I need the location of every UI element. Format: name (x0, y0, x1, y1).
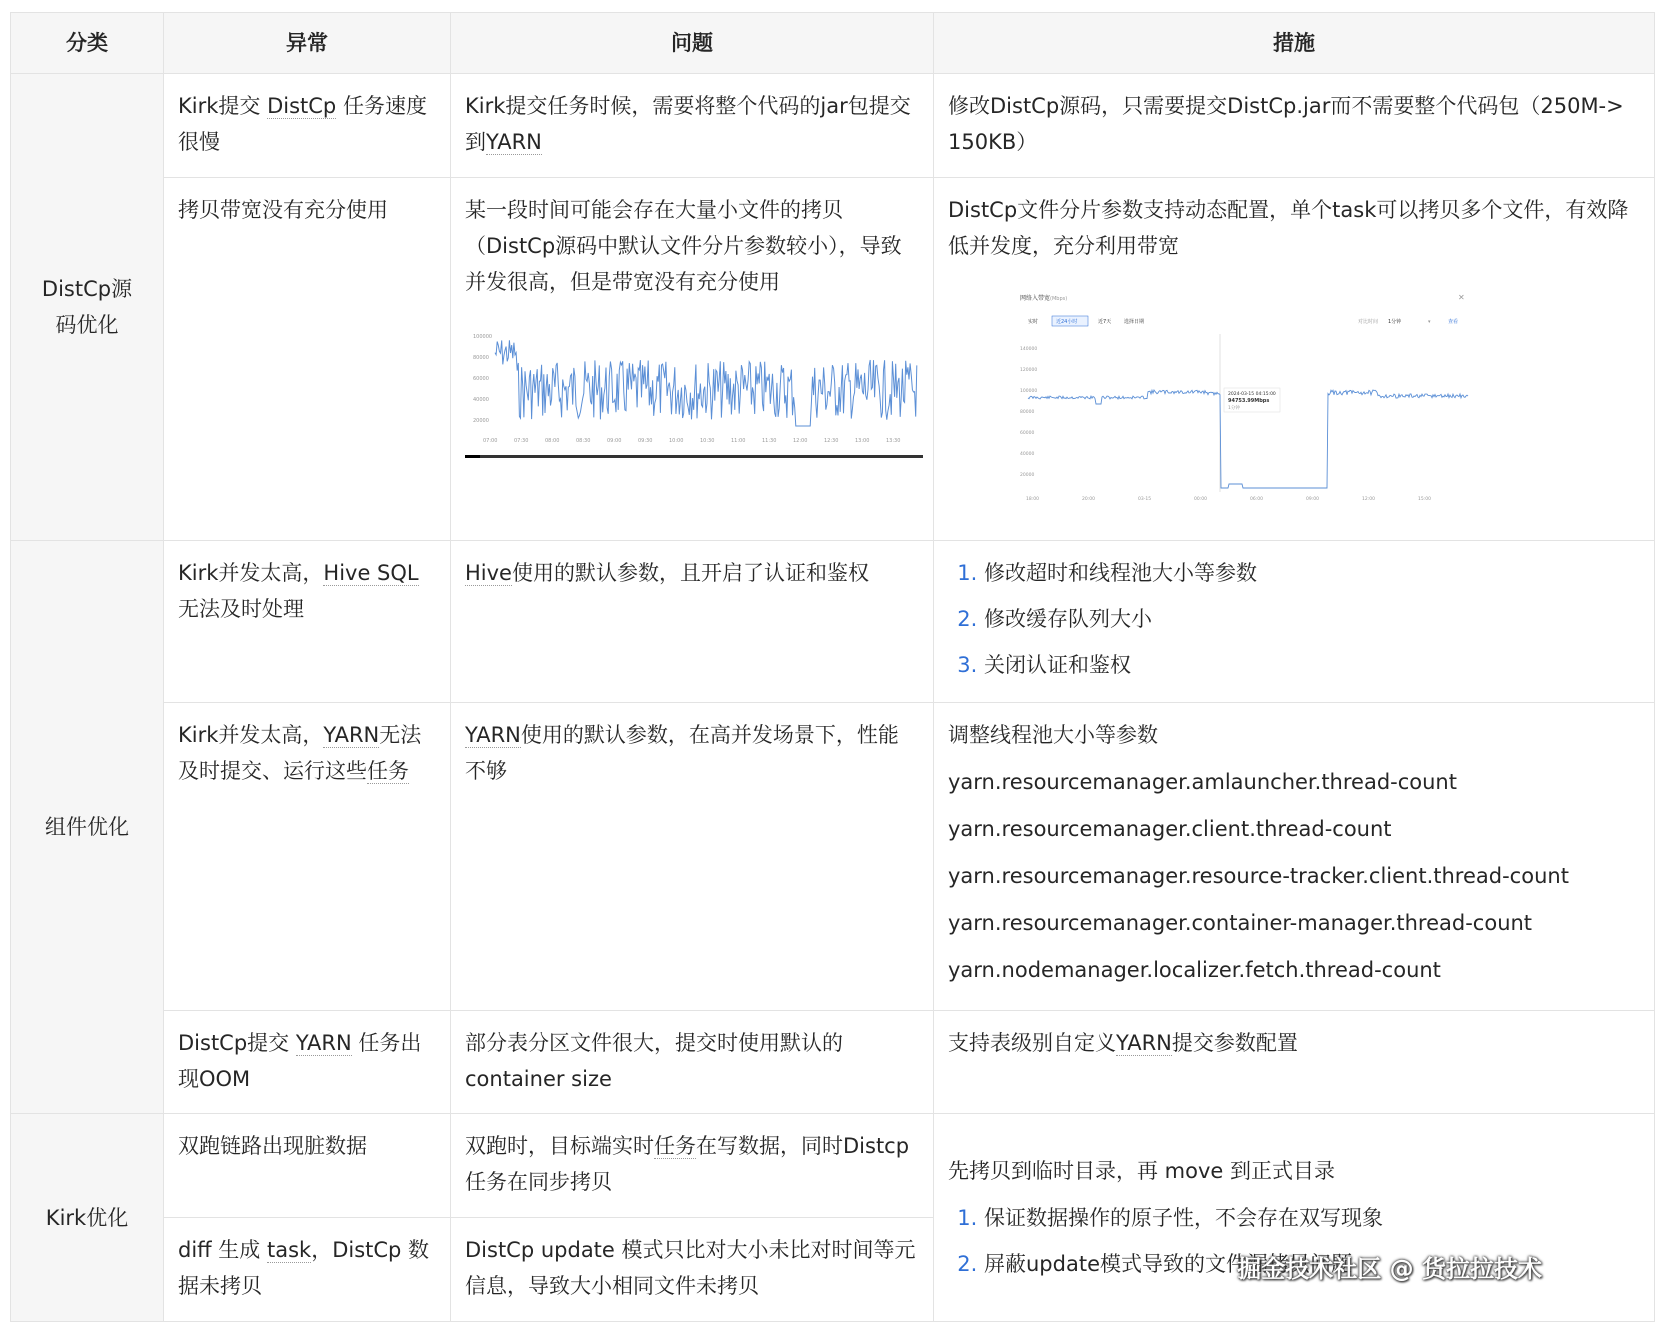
anomaly-cell: Kirk并发太高，YARN无法及时提交、运行这些任务 (164, 702, 451, 1010)
chart-tab: 近24小时 (1056, 318, 1078, 325)
measure-title: 先拷贝到临时目录，再 move 到正式目录 (948, 1159, 1336, 1184)
y-tick-label: 40000 (473, 396, 489, 403)
measure-title: 调整线程池大小等参数 (948, 722, 1158, 747)
svg-text:1分钟: 1分钟 (1228, 405, 1240, 411)
x-tick-label: 15:00 (1418, 496, 1431, 502)
y-tick-label: 60000 (1020, 430, 1035, 436)
category-cell (11, 74, 164, 541)
category-cell (11, 1114, 164, 1322)
problem-cell: Hive使用的默认参数，且开启了认证和鉴权 (451, 541, 934, 702)
x-tick-label: 11:00 (731, 437, 746, 444)
x-tick-label: 12:00 (1362, 496, 1375, 502)
svg-text:▾: ▾ (1428, 318, 1431, 325)
param-item: yarn.resourcemanager.container-manager.thread-count (948, 910, 1533, 935)
x-tick-label: 03-15 (1138, 496, 1152, 502)
header-anomaly: 异常 (164, 13, 451, 74)
x-tick-label: 07:30 (514, 437, 529, 444)
list-item: 3. 关闭认证和鉴权 (984, 647, 1640, 683)
problem-cell (451, 177, 934, 541)
x-tick-label: 13:30 (886, 437, 901, 444)
chart-tooltip (1224, 388, 1280, 412)
anomaly-cell: diff 生成 task，DistCp 数据未拷贝 (164, 1218, 451, 1322)
y-tick-label: 120000 (1020, 367, 1038, 373)
measure-list (948, 555, 1640, 683)
y-tick-label: 20000 (473, 417, 489, 424)
y-tick-label: 100000 (473, 333, 493, 340)
x-tick-label: 06:00 (1250, 496, 1263, 502)
list-item: 1. 保证数据操作的原子性，不会存在双写现象 (984, 1200, 1640, 1236)
category-cell (11, 541, 164, 1114)
anomaly-cell: Kirk并发太高，Hive SQL无法及时处理 (164, 541, 451, 702)
measure-cell (934, 1114, 1655, 1322)
measure-cell (934, 541, 1655, 702)
optimization-table (10, 12, 1655, 1322)
chart-title: 网络入带宽 (1020, 294, 1051, 302)
x-tick-label: 08:30 (576, 437, 591, 444)
x-tick-label: 18:00 (1026, 496, 1039, 502)
measure-text: DistCp文件分片参数支持动态配置，单个task可以拷贝多个文件，有效降低并发度，充分利用带宽 (948, 197, 1629, 258)
svg-text:查看: 查看 (1448, 318, 1459, 325)
problem-cell: DistCp update 模式只比对大小未比对时间等元信息，导致大小相同文件未拷贝 (451, 1218, 934, 1322)
x-tick-label: 09:00 (607, 437, 622, 444)
header-row (11, 13, 1655, 74)
table-row (11, 1114, 1655, 1218)
x-tick-label: 13:00 (855, 437, 870, 444)
x-tick-label: 11:30 (762, 437, 777, 444)
param-item: yarn.resourcemanager.amlauncher.thread-count (948, 769, 1457, 794)
x-tick-label: 20:00 (1082, 496, 1095, 502)
x-tick-label: 07:00 (483, 437, 498, 444)
header-category: 分类 (11, 13, 164, 74)
anomaly-cell: DistCp提交 YARN 任务出现OOM (164, 1010, 451, 1114)
x-tick-label: 09:30 (638, 437, 653, 444)
table-row (11, 1010, 1655, 1114)
x-tick-label: 08:00 (545, 437, 560, 444)
header-problem: 问题 (451, 13, 934, 74)
problem-cell: YARN使用的默认参数，在高并发场景下，性能不够 (451, 702, 934, 1010)
x-tick-label: 10:00 (669, 437, 684, 444)
chart-tab: 选择日期 (1124, 318, 1145, 325)
category-kirk: Kirk优化 (45, 1205, 129, 1230)
y-tick-label: 140000 (1020, 346, 1038, 352)
close-icon[interactable]: ✕ (1458, 292, 1465, 302)
list-item: 2. 修改缓存队列大小 (984, 601, 1640, 637)
y-tick-label: 80000 (1020, 409, 1035, 415)
chart-tab: 近7天 (1098, 318, 1112, 325)
table-row (11, 177, 1655, 541)
x-tick-label: 12:00 (793, 437, 808, 444)
list-item: 1. 修改超时和线程池大小等参数 (984, 555, 1640, 591)
chart-tab: 实时 (1028, 318, 1039, 325)
problem-cell: Kirk提交任务时候，需要将整个代码的jar包提交到YARN (451, 74, 934, 178)
problem-text: 某一段时间可能会存在大量小文件的拷贝（DistCp源码中默认文件分片参数较小），导致并发很高，但是带宽没有充分使用 (465, 197, 902, 294)
bandwidth-chart-left (465, 330, 923, 460)
param-item: yarn.resourcemanager.resource-tracker.client.thread-count (948, 863, 1569, 888)
list-item: 2. 屏蔽update模式导致的文件漏拷贝问题 (984, 1246, 1640, 1282)
svg-text:94753.99Mbps: 94753.99Mbps (1228, 397, 1270, 404)
y-tick-label: 60000 (473, 375, 489, 382)
y-tick-label: 20000 (1020, 472, 1035, 478)
svg-text:对比时间: 对比时间 (1358, 318, 1379, 325)
svg-text:2024-03-15 04:15:00: 2024-03-15 04:15:00 (1228, 391, 1276, 397)
problem-cell: 双跑时，目标端实时任务在写数据，同时Distcp任务在同步拷贝 (451, 1114, 934, 1218)
problem-cell: 部分表分区文件很大，提交时使用默认的container size (451, 1010, 934, 1114)
measure-cell (934, 702, 1655, 1010)
table-row (11, 702, 1655, 1010)
x-tick-label: 09:00 (1306, 496, 1319, 502)
category-component: 组件优化 (45, 815, 129, 840)
x-tick-label: 00:00 (1194, 496, 1207, 502)
y-tick-label: 40000 (1020, 451, 1035, 457)
anomaly-cell: Kirk提交 DistCp 任务速度很慢 (164, 74, 451, 178)
x-tick-label: 12:30 (824, 437, 839, 444)
anomaly-cell: 拷贝带宽没有充分使用 (164, 177, 451, 541)
footer-watermark: 掘金技术社区 @ 货拉拉技术 (1237, 1255, 1542, 1283)
header-measure: 措施 (934, 13, 1655, 74)
measure-cell (934, 177, 1655, 541)
x-tick-label: 10:30 (700, 437, 715, 444)
svg-text:1分钟: 1分钟 (1388, 318, 1402, 325)
anomaly-cell: 双跑链路出现脏数据 (164, 1114, 451, 1218)
measure-cell: 支持表级别自定义YARN提交参数配置 (934, 1010, 1655, 1114)
table-row (11, 541, 1655, 702)
bandwidth-chart-right (1018, 292, 1478, 517)
category-distcp: DistCp源码优化 (41, 277, 133, 338)
y-tick-label: 80000 (473, 354, 489, 361)
table-row (11, 74, 1655, 178)
chart-scrollbar[interactable] (465, 455, 923, 458)
param-item: yarn.nodemanager.localizer.fetch.thread-count (948, 957, 1441, 982)
param-item: yarn.resourcemanager.client.thread-count (948, 816, 1392, 841)
y-tick-label: 100000 (1020, 388, 1038, 394)
measure-cell: 修改DistCp源码，只需要提交DistCp.jar而不需要整个代码包（250M-> 150KB） (934, 74, 1655, 178)
svg-text:(Mbps): (Mbps) (1050, 295, 1068, 302)
